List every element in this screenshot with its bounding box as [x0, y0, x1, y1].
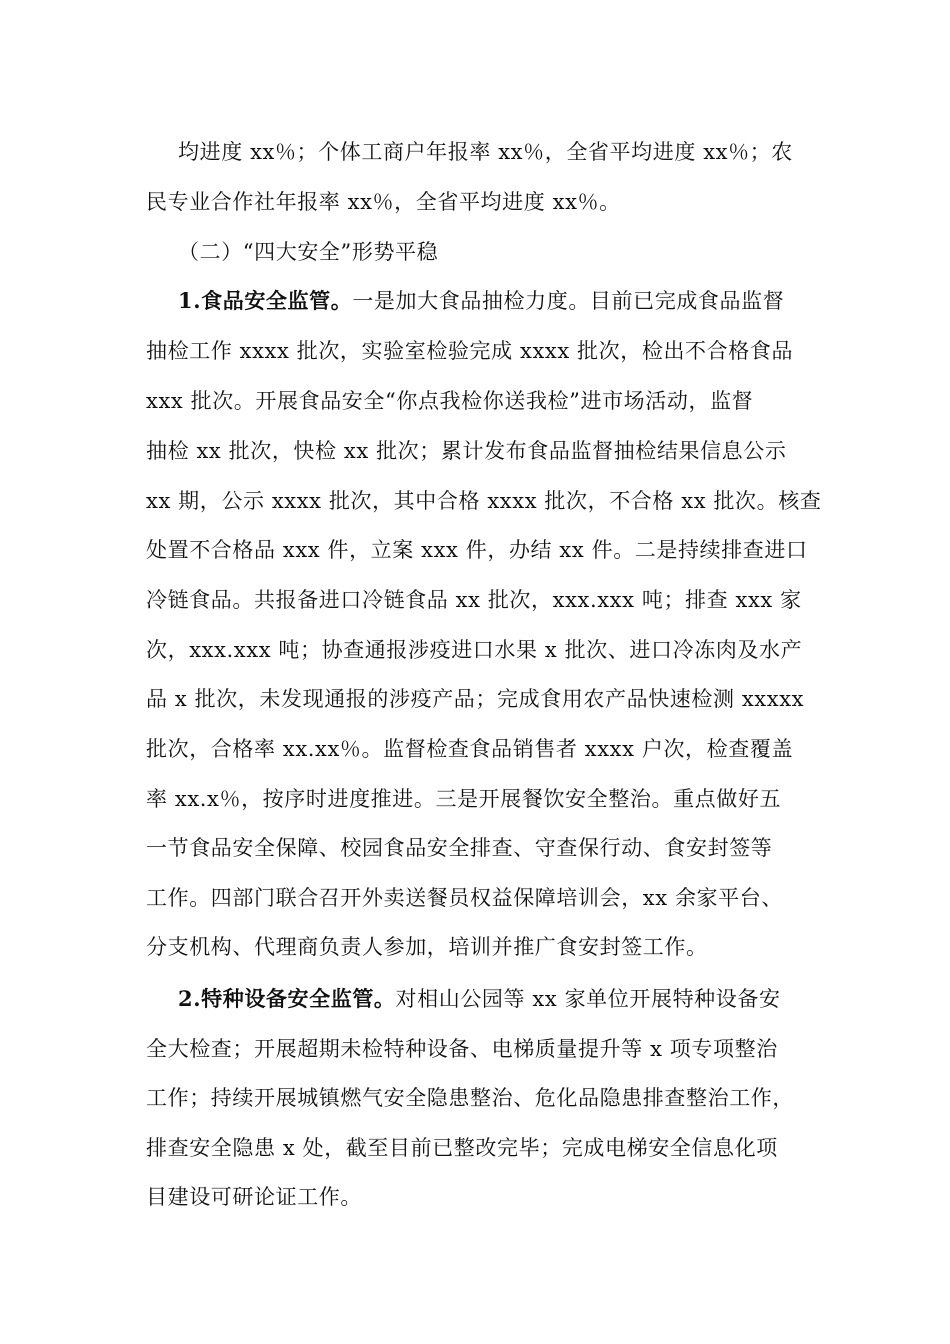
paragraph-line: 排查安全隐患 x 处，截至目前已整改完毕；完成电梯安全信息化项 [146, 1136, 778, 1160]
paragraph-line: 目建设可研论证工作。 [146, 1185, 362, 1209]
paragraph-line: 品 x 批次，未发现通报的涉疫产品；完成食用农产品快速检测 xxxxx [146, 687, 805, 711]
paragraph-line: 抽检工作 xxxx 批次，实验室检验完成 xxxx 批次，检出不合格食品 [146, 339, 794, 363]
paragraph-line: 次，xxx.xxx 吨；协查通报涉疫进口水果 x 批次、进口冷冻肉及水产 [146, 638, 803, 662]
equipment-safety-heading: 2.特种设备安全监管。 [178, 986, 396, 1011]
paragraph-line: 工作。四部门联合召开外卖送餐员权益保障培训会，xx 余家平台、 [146, 886, 783, 910]
paragraph-line: 全大检查；开展超期未检特种设备、电梯质量提升等 x 项专项整治 [146, 1037, 778, 1061]
paragraph-line: 率 xx.x％，按序时进度推进。三是开展餐饮安全整治。重点做好五 [146, 787, 782, 811]
section-heading: （二）“四大安全”形势平稳 [178, 240, 439, 264]
paragraph-line: xxx 批次。开展食品安全“你点我检你送我检”进市场活动，监督 [146, 389, 754, 413]
food-safety-intro: 一是加大食品抽检力度。目前已完成食品监督 [352, 289, 785, 313]
paragraph-line: 工作；持续开展城镇燃气安全隐患整治、危化品隐患排查整治工作， [146, 1086, 794, 1110]
paragraph-line: 抽检 xx 批次，快检 xx 批次；累计发布食品监督抽检结果信息公示 [146, 439, 787, 463]
paragraph-line: 批次，合格率 xx.xx％。监督检查食品销售者 xxxx 户次，检查覆盖 [146, 737, 794, 761]
paragraph-line: 冷链食品。共报备进口冷链食品 xx 批次，xxx.xxx 吨；排查 xxx 家 [146, 588, 802, 612]
paragraph-line: 分支机构、代理商负责人参加，培训并推广食安封签工作。 [146, 935, 708, 959]
paragraph-line: 均进度 xx％；个体工商户年报率 xx％，全省平均进度 xx％；农 [178, 140, 793, 164]
equipment-safety-first-line [178, 984, 848, 1014]
paragraph-line: xx 期，公示 xxxx 批次，其中合格 xxxx 批次，不合格 xx 批次。核查 [146, 489, 822, 513]
equipment-safety-intro: 对相山公园等 xx 家单位开展特种设备安 [395, 987, 781, 1011]
paragraph-line: 一节食品安全保障、校园食品安全排查、守查保行动、食安封签等 [146, 836, 773, 860]
paragraph-line: 处置不合格品 xxx 件，立案 xxx 件，办结 xx 件。二是持续排查进口 [146, 538, 808, 562]
paragraph-line: 民专业合作社年报率 xx％，全省平均进度 xx％。 [146, 190, 621, 214]
food-safety-heading: 1.食品安全监管。 [178, 288, 353, 313]
food-safety-first-line [178, 286, 848, 316]
